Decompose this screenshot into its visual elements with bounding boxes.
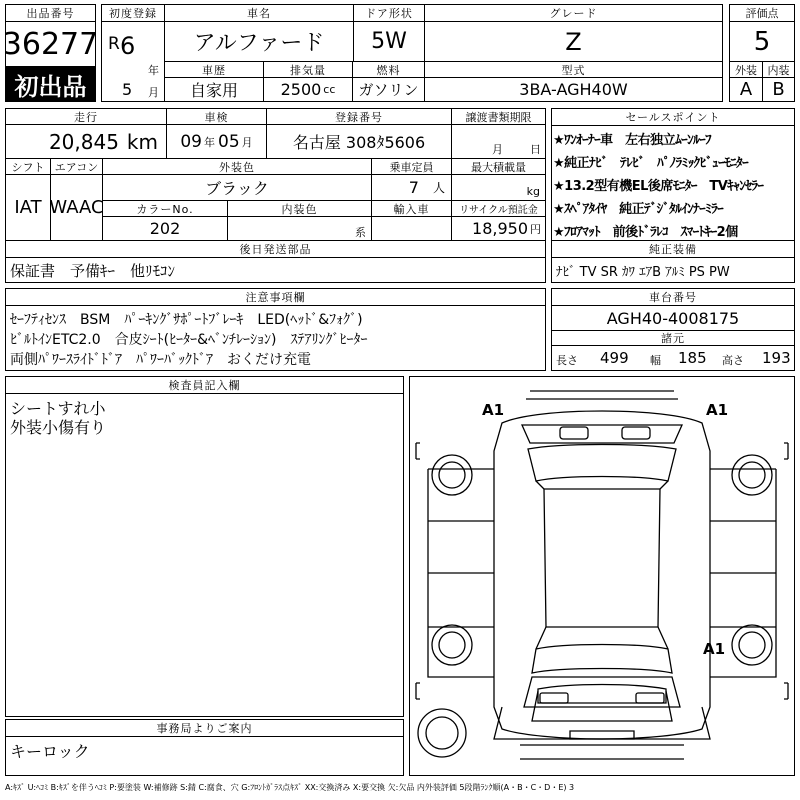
inspector-line-1: シートすれ小 bbox=[10, 399, 106, 418]
exterior-grade: A bbox=[729, 77, 763, 102]
capacity bbox=[371, 174, 452, 201]
length-value: 499 bbox=[600, 349, 629, 367]
fuel-label: 燃料 bbox=[352, 61, 425, 78]
damage-mark-front-left: A1 bbox=[482, 401, 505, 419]
displacement-value: 2500 bbox=[280, 80, 322, 99]
length-label: 長さ bbox=[556, 354, 578, 367]
width-value: 185 bbox=[678, 349, 707, 367]
car-outline-drawing bbox=[410, 377, 794, 775]
car-damage-diagram bbox=[409, 376, 795, 776]
width-label: 幅 bbox=[650, 354, 661, 367]
car-name: アルファード bbox=[164, 21, 354, 62]
recycle-fee-label: リサイクル預託金 bbox=[451, 200, 546, 217]
first-registration-era: R bbox=[108, 34, 120, 54]
model-code-label: 型式 bbox=[424, 61, 723, 78]
inspection-year-unit: 年 bbox=[204, 135, 215, 149]
plate-number: 名古屋 308ﾀ5606 bbox=[266, 124, 452, 159]
later-parts-label: 後日発送部品 bbox=[5, 240, 546, 258]
height-value: 193 bbox=[762, 349, 791, 367]
displacement-label: 排気量 bbox=[263, 61, 353, 78]
color-no: 202 bbox=[102, 216, 228, 241]
recycle-fee bbox=[451, 216, 546, 241]
legend-text: A:ｷｽﾞ U:ﾍｺﾐ B:ｷｽﾞを伴うﾍｺﾐ P:要塗装 W:補修跡 S:錆 C:腐食、穴 G:ﾌﾛﾝﾄｶﾞﾗｽ点ｷｽﾞ XX:交換済み X:要交換 欠:欠品 内外装評価 5段階ﾗﾝｸ順(A・B・C・D・E) 3 bbox=[5, 783, 575, 792]
import-label: 輸入車 bbox=[371, 200, 452, 217]
mileage bbox=[5, 124, 167, 159]
sales-point-2: ★純正ﾅﾋﾞ ﾃﾚﾋﾞ ﾊﾟﾉﾗﾐｯｸﾋﾞｭｰﾓﾆﾀｰ bbox=[553, 156, 749, 171]
sales-points-label: セールスポイント bbox=[551, 108, 795, 126]
sales-point-4: ★ｽﾍﾟｱﾀｲﾔ 純正ﾃﾞｼﾞﾀﾙｲﾝﾅｰﾐﾗｰ bbox=[553, 202, 724, 217]
history-label: 車歴 bbox=[164, 61, 264, 78]
displacement bbox=[263, 77, 353, 102]
exterior-color: ブラック bbox=[102, 174, 372, 201]
inspection-label: 車検 bbox=[166, 108, 267, 125]
sales-points bbox=[551, 125, 795, 241]
grade-label: グレード bbox=[424, 4, 723, 22]
max-load-label: 最大積載量 bbox=[451, 158, 546, 175]
damage-mark-front-right: A1 bbox=[706, 401, 729, 419]
first-registration bbox=[101, 21, 165, 102]
damage-mark-rear-right: A1 bbox=[703, 640, 726, 658]
transfer-day-unit: 日 bbox=[530, 143, 541, 156]
capacity-value: 7 bbox=[408, 178, 419, 197]
interior-grade: B bbox=[762, 77, 795, 102]
recycle-fee-unit: 円 bbox=[530, 222, 541, 236]
sales-point-3: ★13.2型有機EL後席ﾓﾆﾀｰ TVｷｬﾝｾﾗｰ bbox=[553, 179, 764, 194]
notes-line-3: 両側ﾊﾟﾜｰｽﾗｲﾄﾞﾄﾞｱ ﾊﾟﾜｰﾊﾞｯｸﾄﾞｱ おくだけ充電 bbox=[10, 352, 311, 368]
max-load-unit: kg bbox=[526, 185, 540, 198]
aircon: WAAC bbox=[50, 174, 103, 241]
capacity-unit: 人 bbox=[432, 181, 445, 195]
mileage-unit: km bbox=[126, 129, 158, 154]
inspection bbox=[166, 124, 267, 159]
inspection-month-unit: 月 bbox=[241, 135, 253, 149]
plate-label: 登録番号 bbox=[266, 108, 452, 125]
recycle-fee-value: 18,950 bbox=[472, 219, 528, 238]
grade: Z bbox=[424, 21, 723, 62]
office-notice-text: キーロック bbox=[10, 742, 90, 761]
interior-color bbox=[227, 216, 372, 241]
notes-label: 注意事項欄 bbox=[5, 288, 546, 306]
history: 自家用 bbox=[164, 77, 264, 102]
specs-label: 諸元 bbox=[551, 330, 795, 346]
transfer-deadline bbox=[451, 124, 546, 159]
shift: IAT bbox=[5, 174, 51, 241]
notes bbox=[5, 305, 546, 371]
transfer-month-unit: 月 bbox=[492, 143, 503, 156]
fuel: ガソリン bbox=[352, 77, 425, 102]
inspection-year: 09 bbox=[180, 131, 202, 152]
door-type-label: ドア形状 bbox=[353, 4, 425, 22]
door-type: 5W bbox=[353, 21, 425, 62]
mileage-value: 20,845 bbox=[48, 129, 119, 154]
sales-point-5: ★ﾌﾛｱﾏｯﾄ 前後ﾄﾞﾗﾚｺ ｽﾏｰﾄｷｰ2個 bbox=[553, 225, 738, 240]
exterior-color-label: 外装色 bbox=[102, 158, 372, 175]
inspector-line-2: 外装小傷有り bbox=[10, 418, 107, 437]
exterior-grade-label: 外装 bbox=[729, 61, 763, 78]
interior-color-unit: 系 bbox=[355, 226, 366, 239]
lot-number-label: 出品番号 bbox=[5, 4, 96, 22]
inspector-comments bbox=[5, 393, 404, 717]
first-listing-badge: 初出品 bbox=[5, 66, 96, 102]
displacement-unit: cc bbox=[323, 83, 336, 96]
notes-line-1: ｾｰﾌﾃｨｾﾝｽ BSM ﾊﾟｰｷﾝｸﾞｻﾎﾟｰﾄﾌﾞﾚｰｷ LED(ﾍｯﾄﾞ&ﾌｫｸﾞ) bbox=[10, 312, 363, 328]
inspection-month: 05 bbox=[218, 131, 240, 152]
transfer-deadline-label: 譲渡書類期限 bbox=[451, 108, 546, 125]
mileage-label: 走行 bbox=[5, 108, 167, 125]
first-registration-month: 5 bbox=[122, 80, 133, 99]
color-no-label: カラーNo. bbox=[102, 200, 228, 217]
aircon-label: エアコン bbox=[50, 158, 103, 175]
sales-point-1: ★ﾜﾝｵｰﾅｰ車 左右独立ﾑｰﾝﾙｰﾌ bbox=[553, 133, 712, 148]
office-notice bbox=[5, 736, 404, 776]
first-registration-label: 初度登録 bbox=[101, 4, 165, 22]
lot-number: 36277 bbox=[5, 21, 96, 67]
chassis-number: AGH40-4008175 bbox=[551, 305, 795, 331]
later-parts: 保証書 予備ｷｰ 他ﾘﾓｺﾝ bbox=[5, 257, 546, 283]
import bbox=[371, 216, 452, 241]
equipment-label: 純正装備 bbox=[551, 240, 795, 258]
model-code: 3BA-AGH40W bbox=[424, 77, 723, 102]
first-registration-month-unit: 月 bbox=[148, 86, 159, 99]
first-registration-year: 6 bbox=[120, 32, 136, 60]
inspector-label: 検査員記入欄 bbox=[5, 376, 404, 394]
equipment: ﾅﾋﾞ TV SR ｶﾜ ｴｱB ｱﾙﾐ PS PW bbox=[551, 257, 795, 283]
shift-label: シフト bbox=[5, 158, 51, 175]
first-registration-year-unit: 年 bbox=[148, 64, 159, 77]
score: 5 bbox=[729, 21, 795, 62]
car-name-label: 車名 bbox=[164, 4, 354, 22]
dimensions bbox=[551, 345, 795, 371]
office-notice-label: 事務局よりご案内 bbox=[5, 719, 404, 737]
notes-line-2: ﾋﾞﾙﾄｲﾝETC2.0 合皮ｼｰﾄ(ﾋｰﾀｰ&ﾍﾞﾝﾁﾚｰｼｮﾝ) ｽﾃｱﾘﾝｸﾞﾋｰﾀｰ bbox=[10, 332, 368, 348]
capacity-label: 乗車定員 bbox=[371, 158, 452, 175]
interior-color-label: 内装色 bbox=[227, 200, 372, 217]
max-load bbox=[451, 174, 546, 201]
score-label: 評価点 bbox=[729, 4, 795, 22]
chassis-label: 車台番号 bbox=[551, 288, 795, 306]
height-label: 高さ bbox=[722, 354, 744, 367]
interior-grade-label: 内装 bbox=[762, 61, 795, 78]
